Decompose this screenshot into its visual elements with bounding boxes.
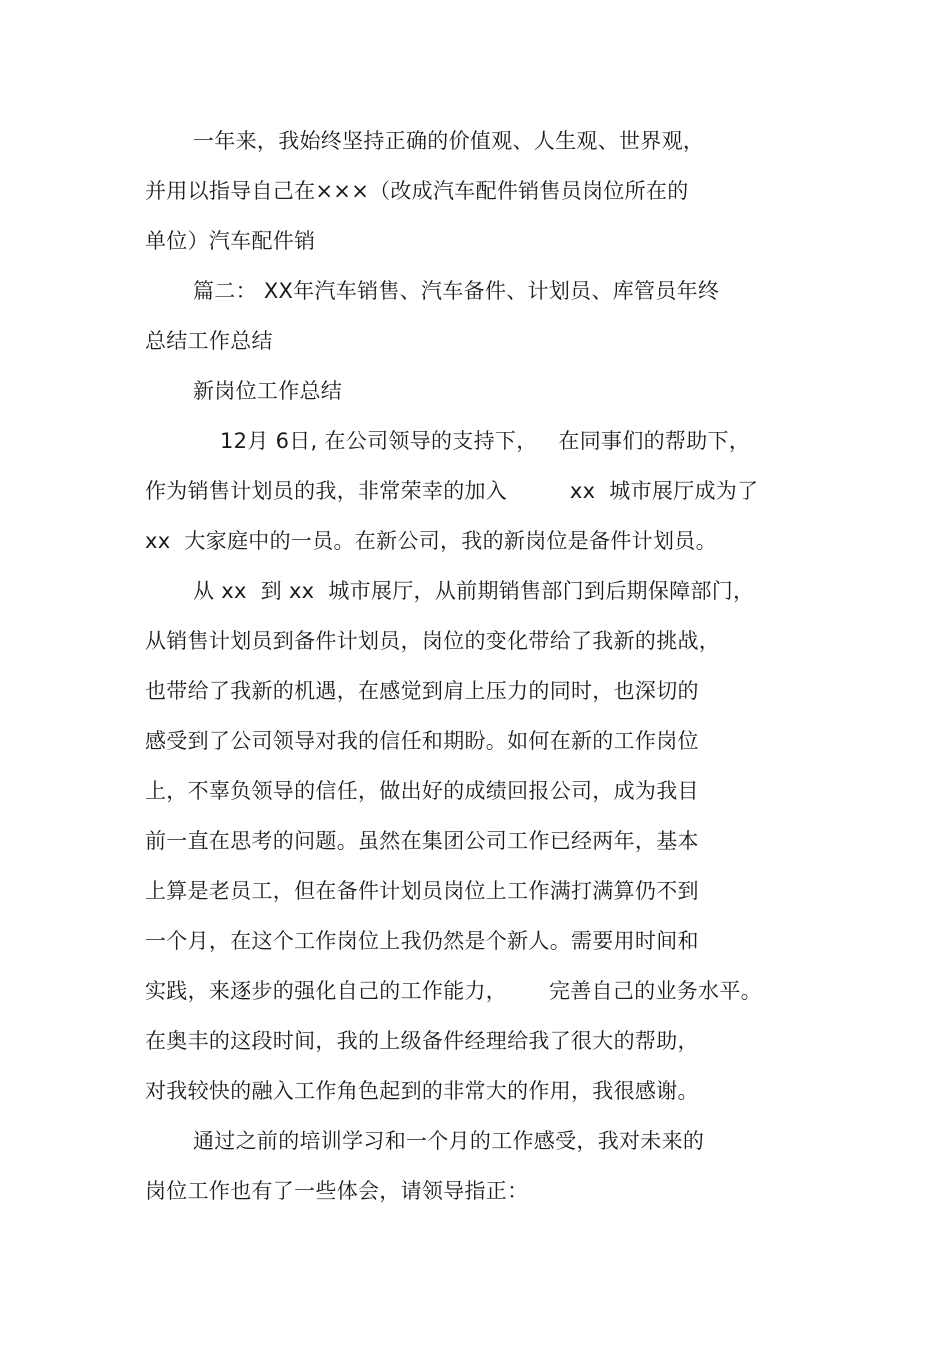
text-line: 从 xx 到 xx 城市展厅，从前期销售部门到后期保障部门， [193, 579, 755, 603]
document-title: 新岗位工作总结 [193, 379, 343, 403]
text-line: 一个月，在这个工作岗位上我仍然是个新人。需要用时间和 [145, 929, 699, 953]
text-line: 通过之前的培训学习和一个月的工作感受，我对未来的 [193, 1129, 705, 1153]
text-line: 上，不辜负领导的信任，做出好的成绩回报公司，成为我目 [145, 779, 699, 803]
text-line: 作为销售计划员的我，非常荣幸的加入 xx 城市展厅成为了 [145, 479, 759, 503]
text-line: 并用以指导自己在×××（改成汽车配件销售员岗位所在的 [145, 179, 689, 203]
text-line: 实践，来逐步的强化自己的工作能力， 完善自己的业务水平。 [145, 979, 762, 1003]
text-line: 也带给了我新的机遇，在感觉到肩上压力的同时，也深切的 [145, 679, 699, 703]
text-line: 上算是老员工，但在备件计划员岗位上工作满打满算仍不到 [145, 879, 699, 903]
text-line: 岗位工作也有了一些体会，请领导指正： [145, 1179, 529, 1203]
section-heading: 篇二： XX年汽车销售、汽车备件、计划员、库管员年终 [193, 279, 720, 303]
text-line: xx 大家庭中的一员。在新公司，我的新岗位是备件计划员。 [145, 529, 717, 553]
section-heading: 总结工作总结 [145, 329, 273, 353]
text-line: 感受到了公司领导对我的信任和期盼。如何在新的工作岗位 [145, 729, 699, 753]
text-line: 前一直在思考的问题。虽然在集团公司工作已经两年，基本 [145, 829, 699, 853]
text-line: 从销售计划员到备件计划员，岗位的变化带给了我新的挑战， [145, 629, 721, 653]
text-line: 单位）汽车配件销 [145, 229, 316, 253]
text-line: 12月 6日, 在公司领导的支持下， 在同事们的帮助下， [220, 429, 751, 453]
text-line: 对我较快的融入工作角色起到的非常大的作用，我很感谢。 [145, 1079, 699, 1103]
text-line: 在奥丰的这段时间，我的上级备件经理给我了很大的帮助， [145, 1029, 699, 1053]
text-line: 一年来，我始终坚持正确的价值观、人生观、世界观， [193, 129, 705, 153]
